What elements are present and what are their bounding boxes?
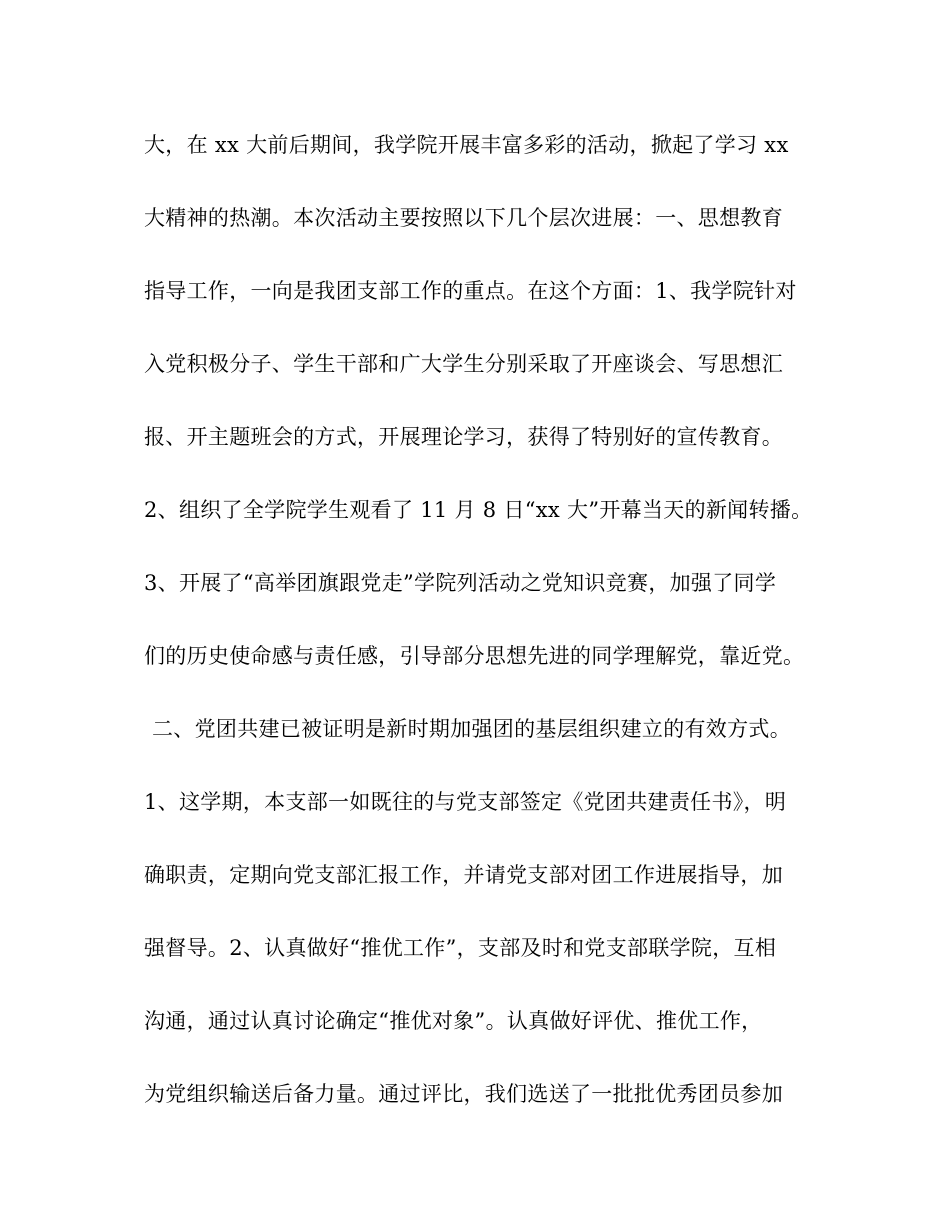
text-line: 大，在 xx 大前后期间，我学院开展丰富多彩的活动，掀起了学习 xx [144, 133, 789, 157]
text-line: 为党组织输送后备力量。通过评比，我们选送了一批批优秀团员参加 [144, 1082, 783, 1106]
text-line: 入党积极分子、学生干部和广大学生分别采取了开座谈会、写思想汇 [144, 352, 783, 376]
text-line: 报、开主题班会的方式，开展理论学习，获得了特别好的宣传教育。 [144, 425, 783, 449]
text-line: 们的历史使命感与责任感，引导部分思想先进的同学理解党，靠近党。 [144, 644, 805, 668]
text-line: 3、开展了“高举团旗跟党走”学院列活动之党知识竞赛，加强了同学 [144, 571, 777, 595]
text-line: 沟通，通过认真讨论确定“推优对象”。认真做好评优、推优工作， [144, 1009, 763, 1033]
text-line: 大精神的热潮。本次活动主要按照以下几个层次进展：一、思想教育 [144, 206, 783, 230]
text-line: 指导工作，一向是我团支部工作的重点。在这个方面：1、我学院针对 [144, 279, 797, 303]
text-line: 2、组织了全学院学生观看了 11 月 8 日“xx 大”开幕当天的新闻转播。 [144, 498, 813, 522]
text-line: 强督导。2、认真做好“推优工作”，支部及时和党支部联学院，互相 [144, 936, 777, 960]
text-line: 1、这学期，本支部一如既往的与党支部签定《党团共建责任书》，明 [144, 790, 787, 814]
text-line: 二、党团共建已被证明是新时期加强团的基层组织建立的有效方式。 [152, 717, 791, 741]
text-line: 确职责，定期向党支部汇报工作，并请党支部对团工作进展指导，加 [144, 863, 783, 887]
